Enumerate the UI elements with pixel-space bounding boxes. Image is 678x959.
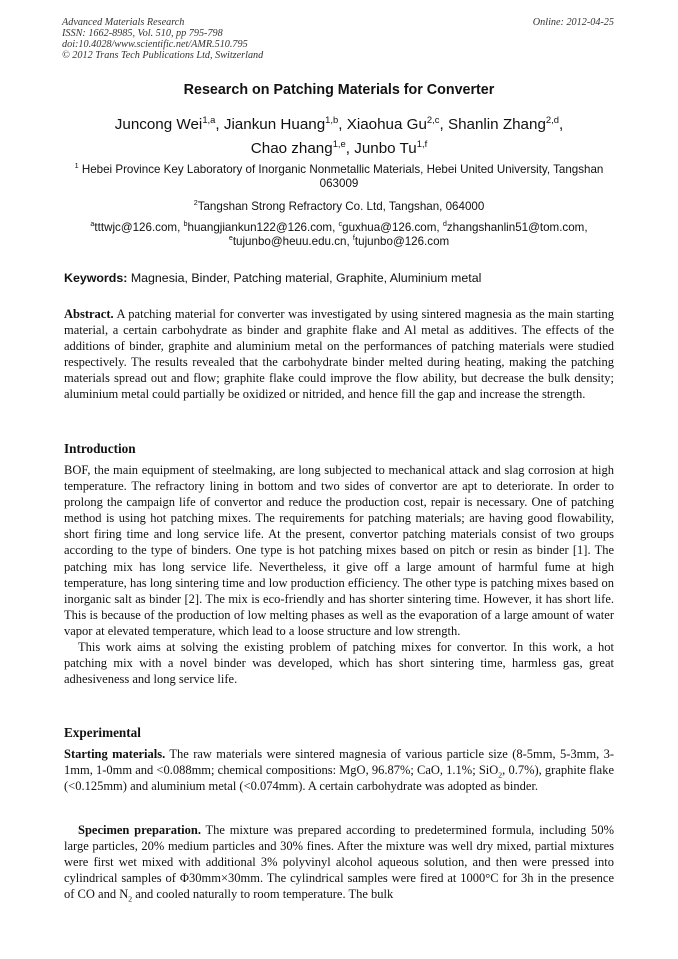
doi-line: doi:10.4028/www.scientific.net/AMR.510.795 — [62, 39, 248, 50]
email-mark: c — [338, 219, 343, 229]
email-mark: f — [352, 233, 355, 243]
author-name: Juncong Wei — [114, 116, 203, 133]
issn-line: ISSN: 1662-8985, Vol. 510, pp 795-798 — [62, 28, 223, 39]
abstract-paragraph — [64, 306, 614, 403]
keywords-text: Magnesia, Binder, Patching material, Graphite, Aluminium metal — [130, 271, 482, 285]
starting-materials-text-b: , 0.7%), graphite flake (<0.125mm) and aluminium metal (<0.074mm). A certain carbohydrate was adopted as binder. — [64, 763, 614, 794]
author-name: Xiaohua Gu — [346, 116, 427, 133]
author-name: Junbo Tu — [354, 140, 417, 157]
introduction-paragraph-1: BOF, the main equipment of steelmaking, are long subjected to mechanical attack and slag corrosion at high temperature. The refractory lining in bottom and two sides of convertor are apt to deteriorate. In order to prolong the campaign life of convertor and reduce the production cost, repair is necessary. One of patching method is using hot patching mixes. The requirements for patching materials; are having good flowability, short firing time and long service life. At the present, convertor patching materials consist of two groups according to the type of binders. One type is hot patching mixes based on pitch or resin as binder [1]. The patching mix has long service life. Nevertheless, it give off a large amount of harmful fume at high temperature, has long sintering time and low production efficiency. The other type is patching mixes based on inorganic salt as binder [2]. The mix is eco-friendly and has shorter sintering time. However, it has short life. This is because of the production of low melting phases as well as the evaporation of a large amount of water vapor at elevated temperature, which lead to a loose structure and low strength. — [64, 463, 614, 638]
email-link[interactable]: tujunbo@heuu.edu.cn — [232, 235, 347, 248]
author-affil-mark: 1,f — [416, 137, 428, 149]
specimen-preparation-text-b: and cooled naturally to room temperature. The bulk — [132, 887, 394, 902]
specimen-preparation-paragraph — [64, 822, 614, 902]
section-heading-introduction: Introduction — [64, 441, 136, 456]
email-link[interactable]: tujunbo@126.com — [354, 235, 450, 248]
author-affil-mark: 1,a — [202, 113, 216, 125]
copyright-line: © 2012 Trans Tech Publications Ltd, Switzerland — [62, 50, 264, 61]
introduction-body — [64, 462, 614, 687]
starting-materials-text-a: The raw materials were sintered magnesia of various particle size (8-5mm, 5-3mm, 3-1mm, 1-0mm and <0.088mm; chemical compositions: MgO, 96.87%; CaO, 1.1%; SiO — [64, 747, 615, 778]
author-affil-mark: 2,c — [426, 113, 440, 125]
introduction-paragraph-2: This work aims at solving the existing problem of patching mixes for convertor. In this work, a hot patching mix with a novel binder was developed, which has short sintering time, harmless gas, great adhesiveness and long service life. — [64, 640, 614, 687]
author-name: Shanlin Zhang — [447, 116, 546, 133]
starting-materials-paragraph — [64, 746, 614, 794]
author-name: Jiankun Huang — [223, 116, 326, 133]
affiliation-1 — [60, 163, 618, 191]
author-affil-mark: 2,d — [545, 113, 559, 125]
online-date: Online: 2012-04-25 — [532, 17, 614, 28]
email-link[interactable]: guxhua@126.com — [342, 221, 437, 234]
paper-title: Research on Patching Materials for Converter — [183, 82, 495, 98]
email-mark: d — [442, 219, 447, 229]
section-heading-experimental: Experimental — [64, 725, 141, 740]
author-affil-mark: 1,b — [325, 113, 339, 125]
affiliation-text: Tangshan Strong Refractory Co. Ltd, Tangshan, 064000 — [197, 200, 485, 213]
email-link[interactable]: tttwjc@126.com — [94, 221, 178, 234]
affiliation-2 — [60, 200, 618, 214]
abstract-text: A patching material for converter was investigated by using sintered magnesia as the main starting material, a certain carbohydrate as binder and graphite flake and Al metal as additives. The effects of the additions of binder, graphite and aluminium metal on the performances of patching materials were studied respectively. The results revealed that the carbohydrate binder melted during heating, making the patching materials spread out and flow; graphite flake could improve the flow ability, but decrease the bulk density; aluminium metal could partially be oxidized or nitrided, and hence fill the gap and increase the strength. — [64, 307, 615, 402]
email-mark: b — [183, 219, 188, 229]
specimen-preparation-label: Specimen preparation. — [78, 823, 201, 837]
journal-name: Advanced Materials Research — [62, 17, 185, 28]
email-link[interactable]: huangjiankun122@126.com — [187, 221, 333, 234]
abstract-label: Abstract. — [64, 307, 114, 321]
author-name: Chao zhang — [250, 140, 333, 157]
keywords-line — [64, 271, 481, 285]
journal-header — [62, 17, 263, 61]
starting-materials-label: Starting materials. — [64, 747, 166, 761]
email-mark: e — [228, 233, 233, 243]
subscript-2: 2 — [128, 894, 133, 904]
affiliation-mark: 1 — [74, 161, 79, 171]
email-list: $^a$tttwjc@126.com, $^b$huangjiankun122@126.com, $^c$guxhua@126.com, $^d$zhangshanlin51@tom.com, $^e$tujunbo@heuu.edu.cn, $^f$tujunbo@126.com — [90, 219, 588, 248]
email-link[interactable]: zhangshanlin51@tom.com — [446, 221, 585, 234]
affiliation-text: Hebei Province Key Laboratory of Inorganic Nonmetallic Materials, Hebei United University, Tangshan 063009 — [81, 163, 604, 190]
subscript-2: 2 — [498, 770, 503, 780]
author-affil-mark: 1,e — [332, 137, 346, 149]
keywords-label: Keywords: — [64, 271, 128, 285]
affiliation-mark: 2 — [193, 198, 198, 208]
email-mark: a — [90, 219, 95, 229]
specimen-preparation-text-a: The mixture was prepared according to predetermined formula, including 50% large particles, 20% medium particles and 30% fines. After the mixture was well dry mixed, partial mixtures were first wet mixed with additional 3% polyvinyl alcohol aqueous solution, and then were pressed into cylindrical samples of Φ30mm×30mm. The cylindrical samples were fired at 1000°C for 3h in the presence of CO and N — [64, 823, 614, 902]
author-list: Juncong Wei$^{1,a}$, Jiankun Huang$^{1,b}$, Xiaohua Gu$^{2,c}$, Shanlin Zhang$^{2,d}$, Chao zhang$^{1,e}$, Junbo Tu$^{1,f}$ — [114, 113, 564, 157]
